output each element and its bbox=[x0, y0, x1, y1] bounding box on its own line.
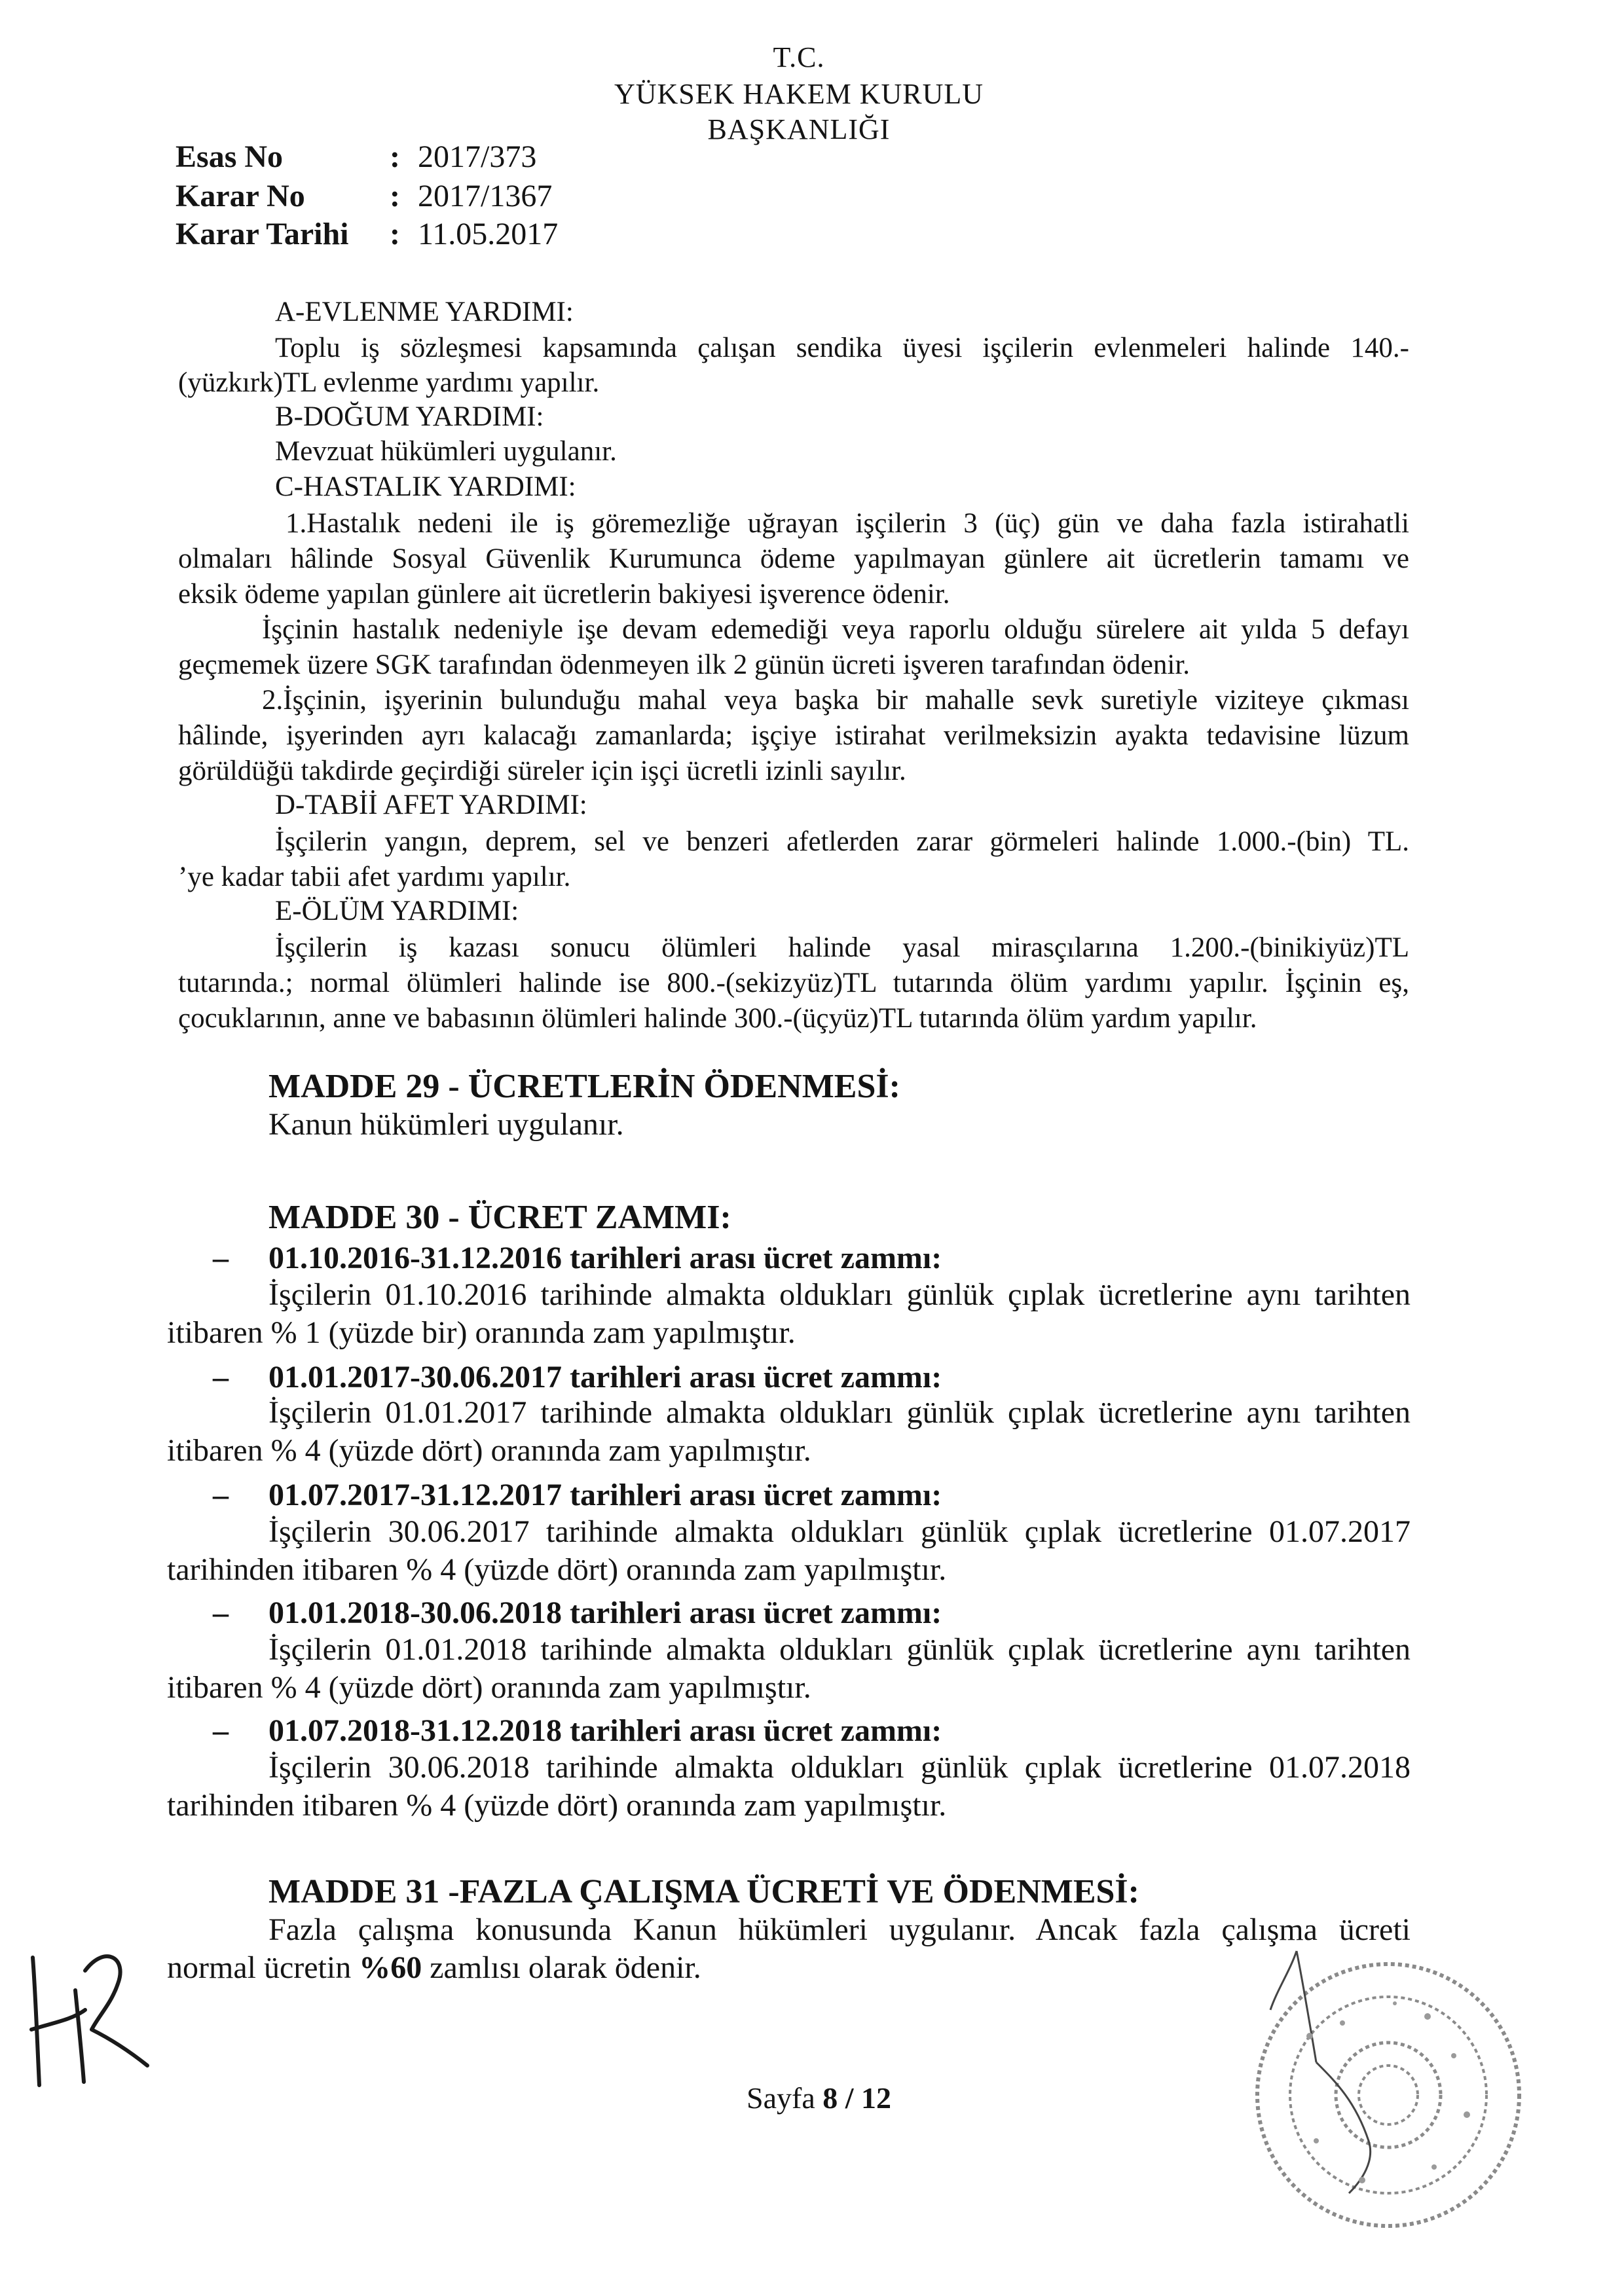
official-seal-icon bbox=[1231, 1931, 1539, 2239]
meta-colon: : bbox=[390, 217, 400, 251]
paragraph-line: hâlinde, işyerinden ayrı kalacağı zamanlarda; işçiye istirahat verilmeksizin ayakta tedavisine lüzum bbox=[178, 720, 1409, 751]
paragraph-line: tutarında.; normal ölümleri halinde ise 800.-(sekizyüz)TL tutarında ölüm yardımı yapılır. İşçinin eş, bbox=[178, 968, 1409, 998]
paragraph-line: Mevzuat hükümleri uygulanır. bbox=[275, 436, 617, 467]
paragraph-line: 1.Hastalık nedeni ile iş göremezliğe uğrayan işçilerin 3 (üç) gün ve daha fazla istirahatli bbox=[286, 508, 1409, 539]
list-dash: – bbox=[213, 1595, 229, 1630]
header-department: BAŞKANLIĞI bbox=[707, 113, 891, 145]
list-dash: – bbox=[213, 1713, 229, 1748]
period-text: itibaren % 4 (yüzde dört) oranında zam yapılmıştır. bbox=[167, 1433, 811, 1468]
page-value: 8 / 12 bbox=[822, 2081, 892, 2115]
period-text: İşçilerin 30.06.2018 tarihinde almakta oldukları günlük çıplak ücretlerine 01.07.2018 bbox=[268, 1750, 1411, 1785]
meta-label: Karar No bbox=[175, 179, 305, 213]
madde-31-text: Fazla çalışma konusunda Kanun hükümleri uygulanır. Ancak fazla çalışma ücreti bbox=[268, 1912, 1411, 1947]
period-text: İşçilerin 01.10.2016 tarihinde almakta oldukları günlük çıplak ücretlerine aynı tarihten bbox=[268, 1277, 1411, 1312]
paragraph-line: İşçilerin iş kazası sonucu ölümleri halinde yasal mirasçılarına 1.200.-(binikiyüz)TL bbox=[275, 932, 1409, 963]
meta-value: 11.05.2017 bbox=[418, 217, 559, 251]
section-title-dogum: B-DOĞUM YARDIMI: bbox=[275, 401, 544, 432]
list-dash: – bbox=[213, 1360, 229, 1394]
period-heading: 01.07.2017-31.12.2017 tarihleri arası ücret zammı: bbox=[268, 1478, 942, 1512]
period-text: itibaren % 4 (yüzde dört) oranında zam yapılmıştır. bbox=[167, 1670, 811, 1705]
period-text: tarihinden itibaren % 4 (yüzde dört) oranında zam yapılmıştır. bbox=[167, 1552, 947, 1587]
paragraph-line: (yüzkırk)TL evlenme yardımı yapılır. bbox=[178, 367, 600, 398]
madde-29-body: Kanun hükümleri uygulanır. bbox=[268, 1107, 624, 1142]
paragraph-line: olmaları hâlinde Sosyal Güvenlik Kurumunca ödeme yapılmayan günlere ait ücretlerin tamamı ve bbox=[178, 543, 1409, 574]
paragraph-line: Toplu iş sözleşmesi kapsamında çalışan sendika üyesi işçilerin evlenmeleri halinde 140.- bbox=[275, 333, 1409, 363]
meta-karar-tarihi bbox=[175, 216, 558, 252]
paragraph-line: İşçilerin yangın, deprem, sel ve benzeri afetlerden zarar görmeleri halinde 1.000.-(bin) TL. bbox=[275, 826, 1409, 857]
list-dash: – bbox=[213, 1478, 229, 1512]
madde-31-rate: %60 bbox=[359, 1950, 422, 1985]
period-text: İşçilerin 30.06.2017 tarihinde almakta oldukları günlük çıplak ücretlerine 01.07.2017 bbox=[268, 1514, 1411, 1549]
period-text: tarihinden itibaren % 4 (yüzde dört) oranında zam yapılmıştır. bbox=[167, 1788, 947, 1823]
meta-value: 2017/373 bbox=[418, 139, 537, 174]
page-label: Sayfa bbox=[747, 2081, 815, 2115]
meta-colon: : bbox=[390, 179, 400, 213]
paragraph-line: 2.İşçinin, işyerinin bulunduğu mahal veya başka bir mahalle sevk suretiyle viziteye çıkması bbox=[262, 685, 1409, 716]
madde-31-text-part: zamlısı olarak ödenir. bbox=[422, 1950, 701, 1985]
meta-karar-no bbox=[175, 178, 552, 214]
header-institution: YÜKSEK HAKEM KURULU bbox=[614, 78, 984, 110]
meta-esas-no bbox=[175, 139, 536, 175]
paragraph-line: İşçinin hastalık nedeniyle işe devam edemediği veya raporlu olduğu sürelere ait yılda 5 defayı bbox=[262, 614, 1409, 645]
period-heading: 01.01.2017-30.06.2017 tarihleri arası ücret zammı: bbox=[268, 1360, 942, 1394]
period-heading: 01.07.2018-31.12.2018 tarihleri arası ücret zammı: bbox=[268, 1713, 942, 1748]
madde-31-title: MADDE 31 -FAZLA ÇALIŞMA ÜCRETİ VE ÖDENMESİ: bbox=[268, 1873, 1139, 1910]
section-title-evlenme: A-EVLENME YARDIMI: bbox=[275, 297, 574, 327]
list-dash: – bbox=[213, 1241, 229, 1275]
period-text: İşçilerin 01.01.2018 tarihinde almakta oldukları günlük çıplak ücretlerine aynı tarihten bbox=[268, 1632, 1411, 1667]
madde-31-text-part: normal ücretin bbox=[167, 1950, 360, 1985]
section-title-hastalik: C-HASTALIK YARDIMI: bbox=[275, 471, 576, 502]
section-title-afet: D-TABİİ AFET YARDIMI: bbox=[275, 790, 587, 820]
period-text: itibaren % 1 (yüzde bir) oranında zam yapılmıştır. bbox=[167, 1315, 796, 1350]
paragraph-line: çocuklarının, anne ve babasının ölümleri halinde 300.-(üçyüz)TL tutarında ölüm yardım yapılır. bbox=[178, 1003, 1257, 1034]
madde-30-title: MADDE 30 - ÜCRET ZAMMI: bbox=[268, 1199, 731, 1236]
madde-31-text bbox=[167, 1952, 1411, 1984]
paragraph-line: eksik ödeme yapılan günlere ait ücretlerin bakiyesi işverence ödenir. bbox=[178, 579, 950, 610]
meta-label: Esas No bbox=[175, 139, 284, 174]
paragraph-line: ’ye kadar tabii afet yardımı yapılır. bbox=[178, 862, 571, 892]
meta-colon: : bbox=[390, 139, 400, 174]
page-number bbox=[747, 2081, 891, 2115]
section-title-olum: E-ÖLÜM YARDIMI: bbox=[275, 896, 519, 926]
period-heading: 01.10.2016-31.12.2016 tarihleri arası ücret zammı: bbox=[268, 1241, 942, 1275]
paragraph-line: görüldüğü takdirde geçirdiği süreler için işçi ücretli izinli sayılır. bbox=[178, 756, 906, 786]
meta-label: Karar Tarihi bbox=[175, 217, 349, 251]
period-heading: 01.01.2018-30.06.2018 tarihleri arası ücret zammı: bbox=[268, 1595, 942, 1630]
madde-29-title: MADDE 29 - ÜCRETLERİN ÖDENMESİ: bbox=[268, 1068, 900, 1105]
handwritten-signature-icon bbox=[13, 1931, 164, 2095]
meta-value: 2017/1367 bbox=[418, 179, 553, 213]
header-tc: T.C. bbox=[773, 41, 825, 73]
paragraph-line: geçmemek üzere SGK tarafından ödenmeyen ilk 2 günün ücreti işveren tarafından ödenir. bbox=[178, 649, 1190, 680]
period-text: İşçilerin 01.01.2017 tarihinde almakta oldukları günlük çıplak ücretlerine aynı tarihten bbox=[268, 1395, 1411, 1430]
